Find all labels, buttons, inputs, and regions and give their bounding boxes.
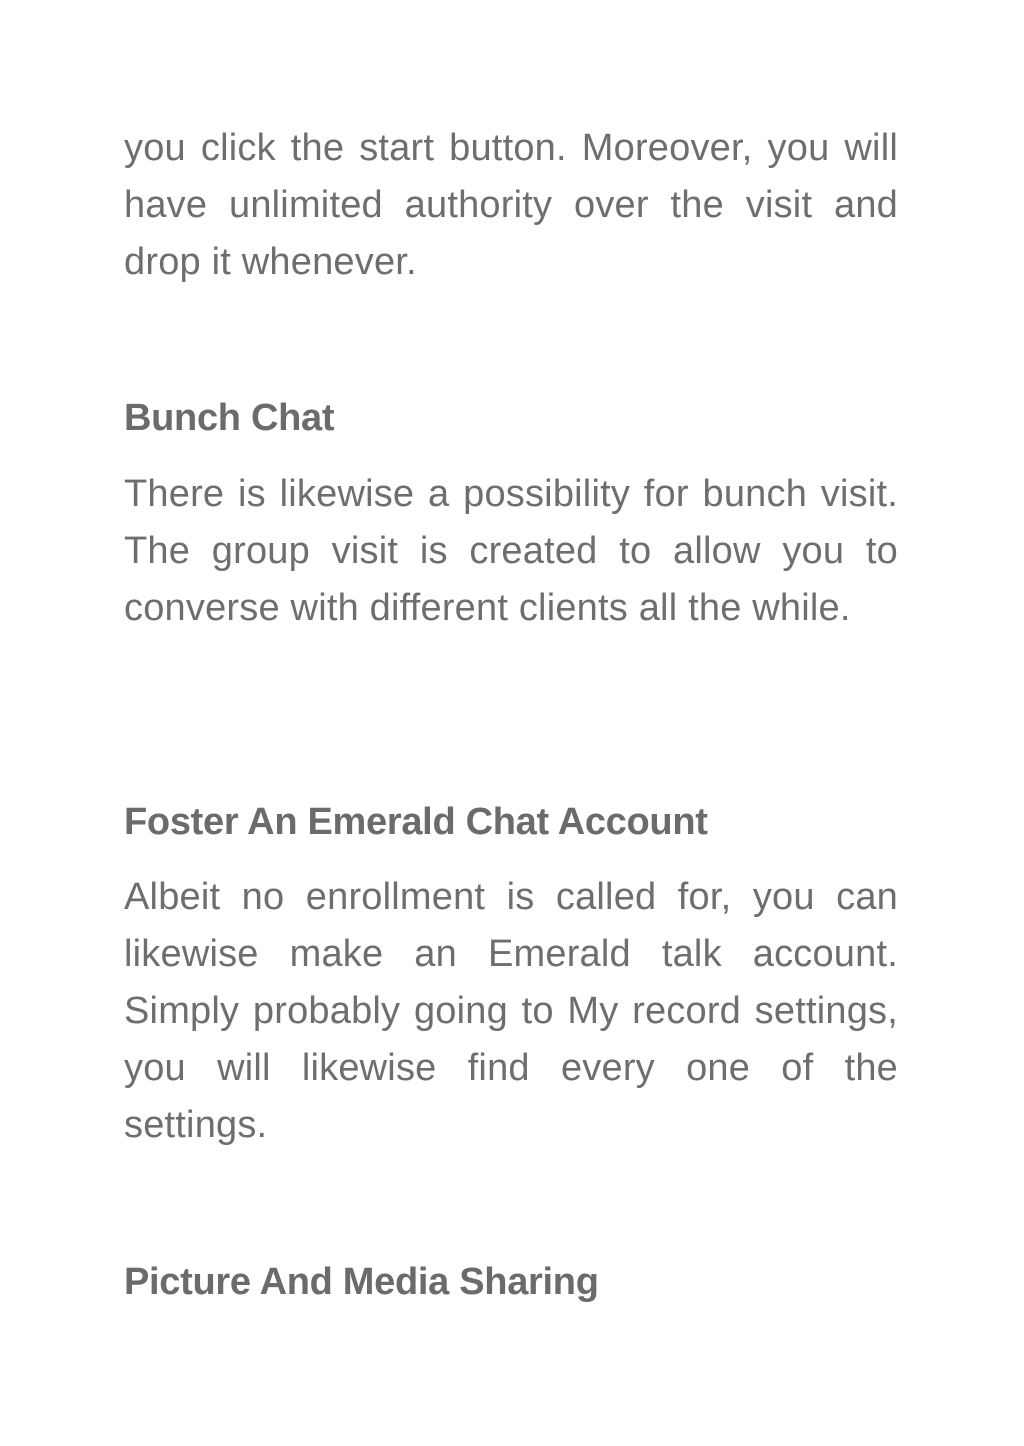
section-heading-bunch-chat: Bunch Chat xyxy=(124,397,335,439)
section-heading-emerald-account: Foster An Emerald Chat Account xyxy=(124,801,708,843)
section-body-bunch-chat: There is likewise a possibility for bunch visit. The group visit is created to allow you to converse with different clients all the while. xyxy=(124,473,898,629)
intro-paragraph: you click the start button. Moreover, you will have unlimited authority over the visit and drop it whenever. xyxy=(124,127,898,283)
section-heading-media-sharing: Picture And Media Sharing xyxy=(124,1261,599,1303)
section-body-emerald-account: Albeit no enrollment is called for, you can likewise make an Emerald talk account. Simply probably going to My record settings, you will likewise find every one of the settings. xyxy=(124,876,898,1146)
